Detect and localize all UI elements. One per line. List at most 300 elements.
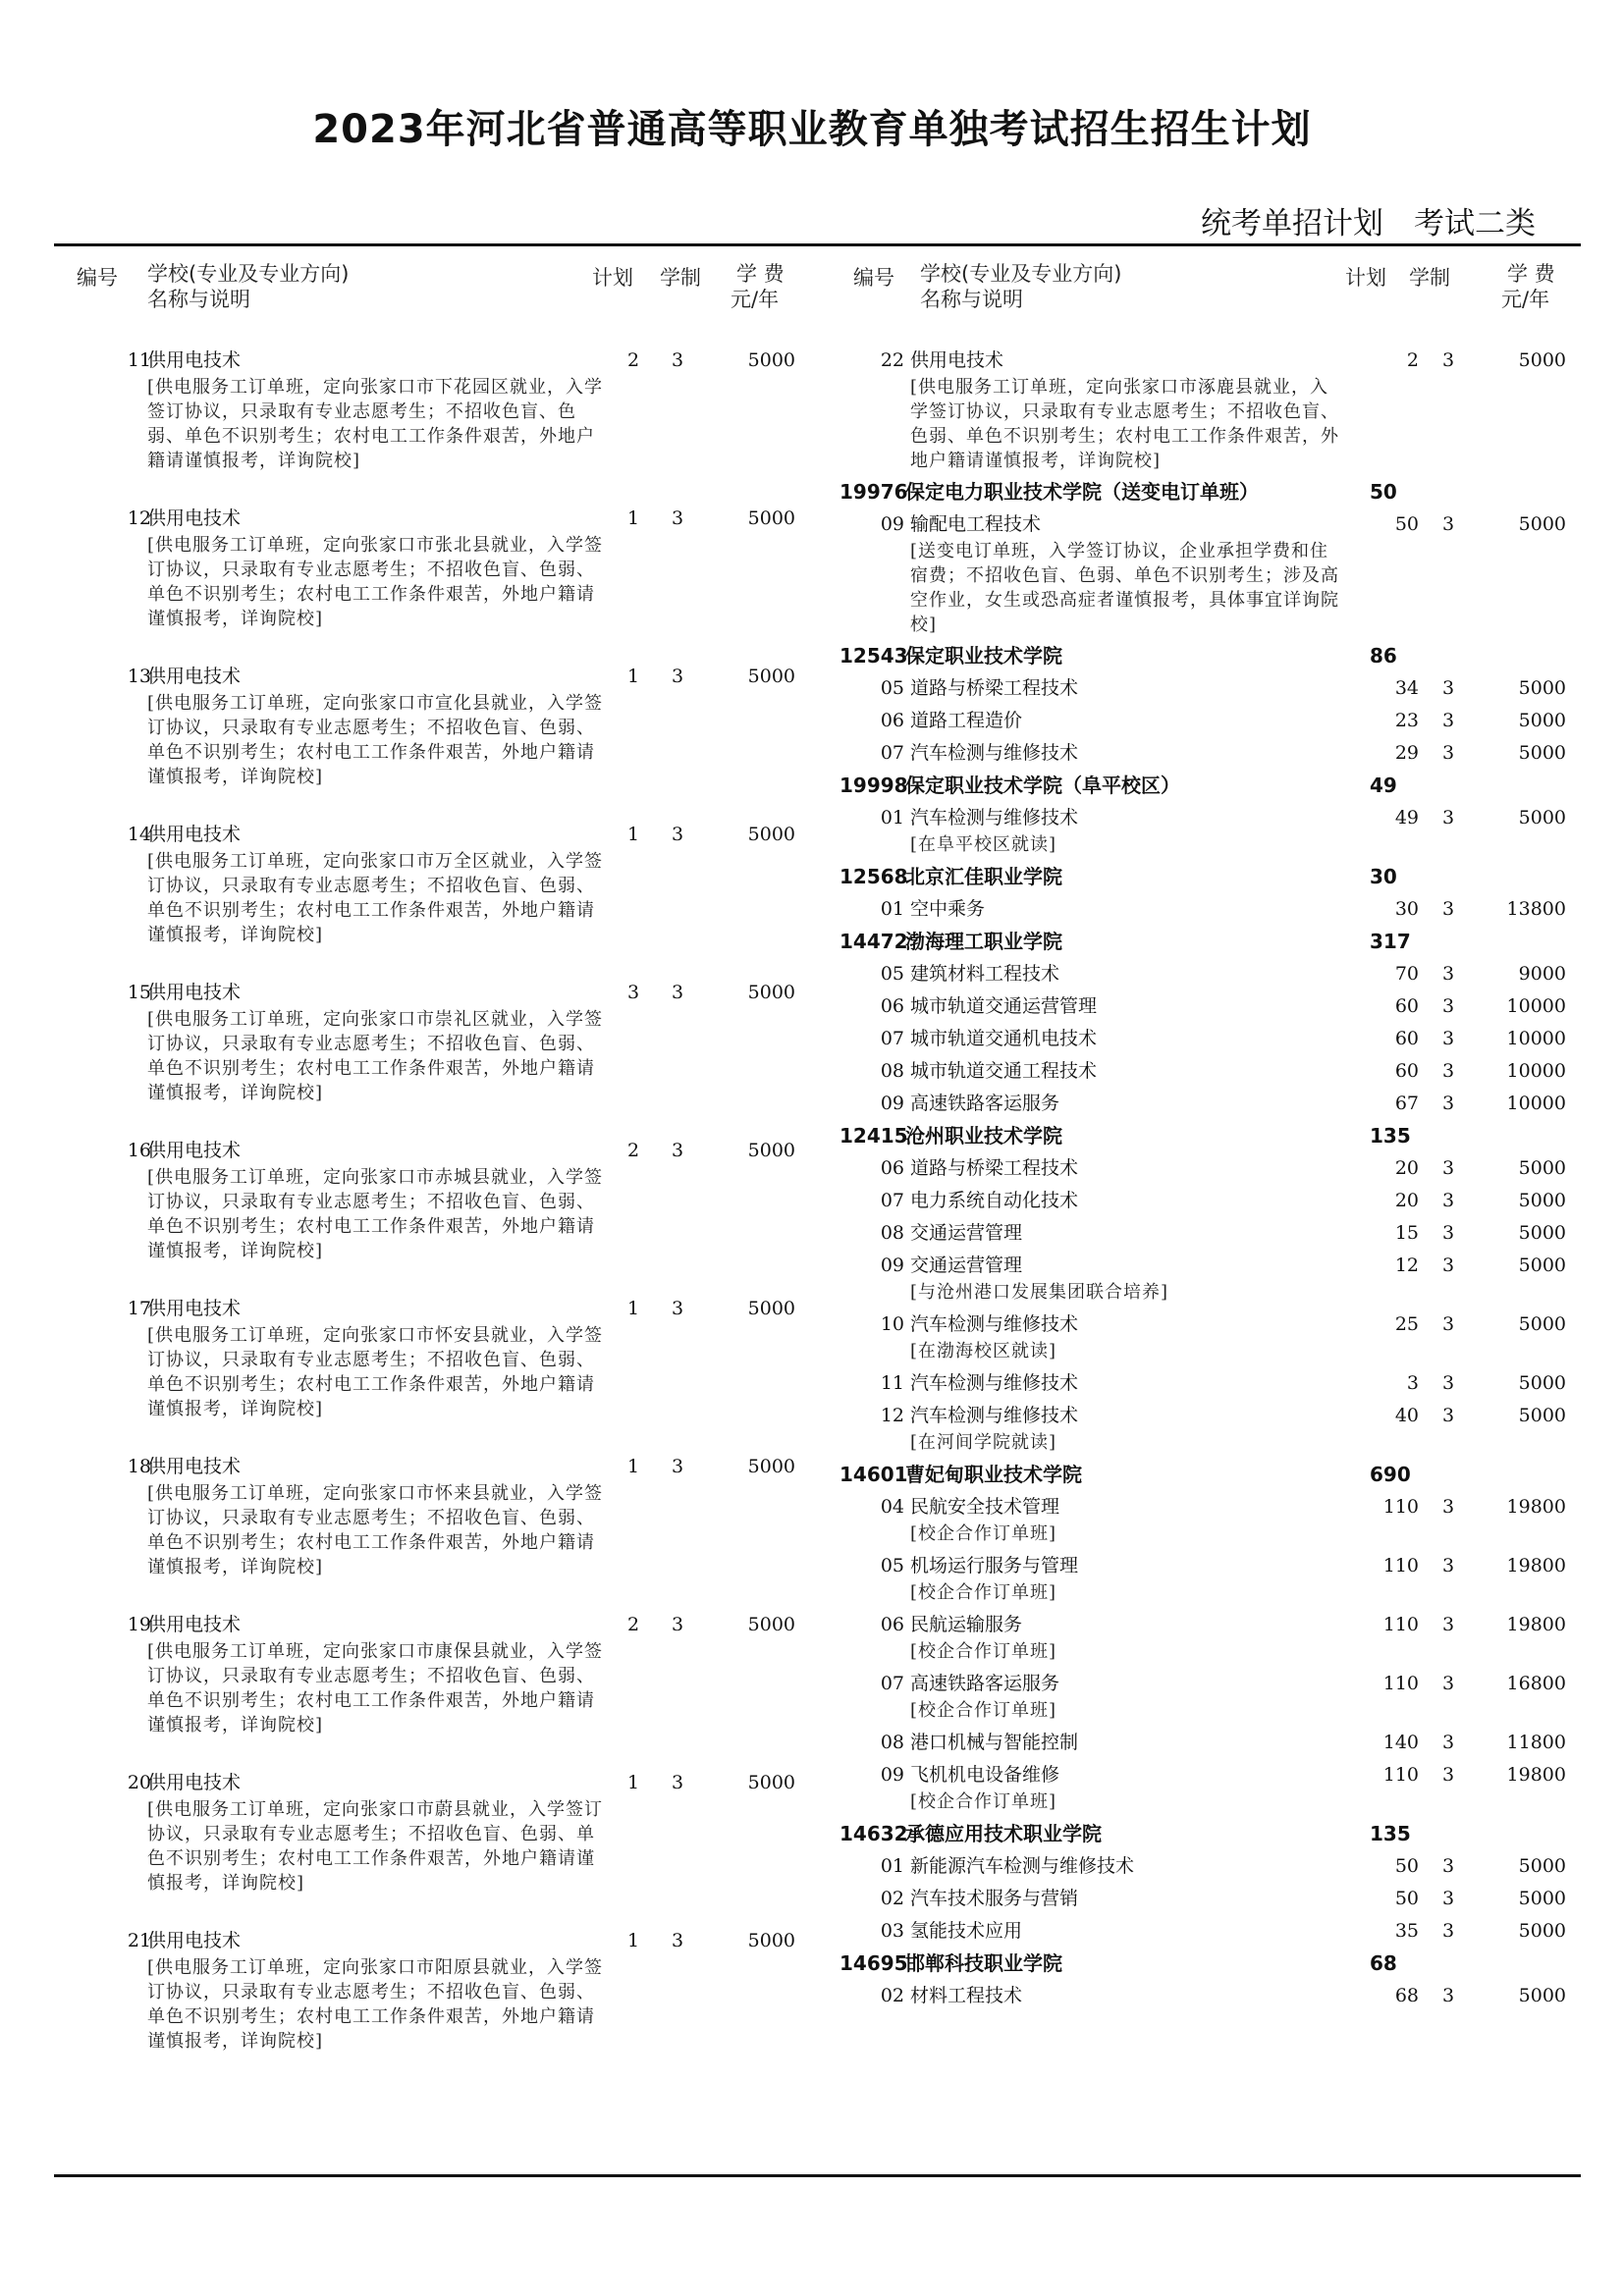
top-rule <box>54 243 1581 246</box>
school-row <box>839 771 1566 803</box>
study-years: 3 <box>1441 710 1455 731</box>
major-name: 城市轨道交通工程技术 <box>910 1060 1098 1082</box>
major-code: 01 <box>880 807 904 828</box>
major-code: 04 <box>880 1496 904 1518</box>
study-years: 3 <box>1441 1372 1455 1394</box>
study-years: 3 <box>1441 807 1455 828</box>
study-years: 3 <box>671 507 684 529</box>
table-row <box>839 959 1566 991</box>
major-code: 15 <box>127 982 151 1003</box>
plan-count: 34 <box>1394 677 1419 699</box>
major-code: 11 <box>127 349 151 371</box>
major-code: 16 <box>127 1140 151 1161</box>
plan-count: 110 <box>1382 1614 1419 1635</box>
major-code: 09 <box>880 1764 904 1786</box>
plan-count: 49 <box>1394 807 1419 828</box>
major-code: 05 <box>880 963 904 985</box>
major-note: [供电服务工订单班，定向张家口市怀安县就业，入学签订协议，只录取有专业志愿考生；不招收色盲、色弱、单色不识别考生；农村电工工作条件艰苦，外地户籍请谨慎报考，详询院校] <box>147 1325 604 1419</box>
major-note: [校企合作订单班] <box>910 1523 1057 1544</box>
plan-count: 30 <box>1394 898 1419 920</box>
tuition-fee: 5000 <box>747 824 795 845</box>
plan-count: 60 <box>1394 1028 1419 1049</box>
tuition-fee: 5000 <box>1518 742 1566 764</box>
school-row <box>839 477 1566 509</box>
school-plan-total: 86 <box>1370 644 1397 667</box>
bottom-rule <box>54 2174 1581 2177</box>
major-code: 01 <box>880 1855 904 1877</box>
tuition-fee: 19800 <box>1506 1555 1566 1576</box>
major-code: 19 <box>127 1614 151 1635</box>
study-years: 3 <box>1441 1093 1455 1114</box>
table-row <box>69 820 815 978</box>
study-years: 3 <box>671 666 684 687</box>
major-code: 22 <box>880 349 904 371</box>
study-years: 3 <box>1441 1313 1455 1335</box>
tuition-fee: 5000 <box>1518 1888 1566 1909</box>
major-note: [供电服务工订单班，定向张家口市怀来县就业，入学签订协议，只录取有专业志愿考生；不招收色盲、色弱、单色不识别考生；农村电工工作条件艰苦，外地户籍请谨慎报考，详询院校] <box>147 1483 604 1577</box>
tuition-fee: 5000 <box>747 349 795 371</box>
plan-count: 2 <box>1406 349 1419 371</box>
school-code: 14695 <box>839 1951 908 1975</box>
major-note: [供电服务工订单班，定向张家口市康保县就业，入学签订协议，只录取有专业志愿考生；不招收色盲、色弱、单色不识别考生；农村电工工作条件艰苦，外地户籍请谨慎报考，详询院校] <box>147 1641 604 1735</box>
tuition-fee: 5000 <box>1518 1405 1566 1426</box>
study-years: 3 <box>671 1140 684 1161</box>
header-code: 编号 <box>77 266 118 290</box>
study-years: 3 <box>1441 995 1455 1017</box>
school-name: 保定职业技术学院（阜平校区） <box>905 774 1180 797</box>
major-name: 供用电技术 <box>147 1298 242 1319</box>
tuition-fee: 5000 <box>747 1140 795 1161</box>
major-name: 供用电技术 <box>147 349 242 371</box>
plan-count: 67 <box>1394 1093 1419 1114</box>
major-name: 供用电技术 <box>147 507 242 529</box>
table-row <box>839 1024 1566 1056</box>
study-years: 3 <box>1441 1732 1455 1753</box>
header-school-line2: 名称与说明 <box>920 288 1023 311</box>
table-row <box>839 1760 1566 1819</box>
table-row <box>69 1610 815 1768</box>
school-plan-total: 50 <box>1370 480 1397 504</box>
table-row <box>69 978 815 1136</box>
table-row <box>839 894 1566 927</box>
table-row <box>839 1251 1566 1309</box>
table-row <box>839 509 1566 641</box>
tuition-fee: 5000 <box>1518 1157 1566 1179</box>
school-plan-total: 690 <box>1370 1463 1411 1486</box>
major-code: 06 <box>880 1614 904 1635</box>
major-note: [在阜平校区就读] <box>910 834 1057 855</box>
major-name: 空中乘务 <box>910 898 986 920</box>
study-years: 3 <box>671 982 684 1003</box>
header-fee-line1: 学 费 <box>1507 262 1555 286</box>
study-years: 3 <box>671 349 684 371</box>
major-name: 建筑材料工程技术 <box>910 963 1060 985</box>
major-code: 08 <box>880 1732 904 1753</box>
school-name: 承德应用技术职业学院 <box>905 1822 1102 1845</box>
major-code: 10 <box>880 1313 904 1335</box>
major-name: 供用电技术 <box>147 1930 242 1951</box>
major-name: 汽车检测与维修技术 <box>910 742 1079 764</box>
header-fee-line2: 元/年 <box>1501 288 1550 311</box>
major-name: 氢能技术应用 <box>910 1920 1023 1942</box>
tuition-fee: 9000 <box>1518 963 1566 985</box>
page-title: 2023年河北省普通高等职业教育单独考试招生招生计划 <box>312 107 1312 152</box>
table-row <box>839 1981 1566 2013</box>
major-name: 城市轨道交通机电技术 <box>910 1028 1098 1049</box>
plan-count: 2 <box>626 1614 640 1635</box>
plan-count: 140 <box>1382 1732 1419 1753</box>
study-years: 3 <box>1441 1555 1455 1576</box>
school-name: 保定电力职业技术学院（送变电订单班） <box>905 480 1259 504</box>
study-years: 3 <box>1441 1060 1455 1082</box>
major-code: 07 <box>880 1028 904 1049</box>
study-years: 3 <box>1441 742 1455 764</box>
left-column-header <box>69 257 815 346</box>
school-code: 12568 <box>839 865 908 888</box>
school-code: 12415 <box>839 1124 908 1148</box>
school-code: 14632 <box>839 1822 908 1845</box>
study-years: 3 <box>671 1930 684 1951</box>
school-plan-total: 135 <box>1370 1822 1411 1845</box>
tuition-fee: 5000 <box>747 1614 795 1635</box>
plan-count: 12 <box>1394 1255 1419 1276</box>
plan-count: 2 <box>626 1140 640 1161</box>
study-years: 3 <box>1441 1855 1455 1877</box>
plan-count: 1 <box>626 1298 640 1319</box>
plan-count: 60 <box>1394 1060 1419 1082</box>
table-row <box>839 673 1566 706</box>
major-name: 新能源汽车检测与维修技术 <box>910 1855 1135 1877</box>
plan-count: 1 <box>626 507 640 529</box>
major-code: 13 <box>127 666 151 687</box>
major-note: [校企合作订单班] <box>910 1700 1057 1721</box>
plan-count: 2 <box>626 349 640 371</box>
study-years: 3 <box>671 1614 684 1635</box>
header-plan: 计划 <box>1345 266 1386 290</box>
tuition-fee: 10000 <box>1506 995 1566 1017</box>
school-name: 邯郸科技职业学院 <box>905 1951 1062 1975</box>
major-name: 飞机机电设备维修 <box>910 1764 1060 1786</box>
left-column <box>69 257 815 2084</box>
major-code: 12 <box>880 1405 904 1426</box>
study-years: 3 <box>1441 677 1455 699</box>
major-note: [送变电订单班，入学签订协议，企业承担学费和住宿费；不招收色盲、色弱、单色不识别考生；涉及高空作业，女生或恐高症者谨慎报考，具体事宜详询院校] <box>910 541 1339 635</box>
right-column <box>839 257 1566 2013</box>
major-note: [供电服务工订单班，定向张家口市宣化县就业，入学签订协议，只录取有专业志愿考生；不招收色盲、色弱、单色不识别考生；农村电工工作条件艰苦，外地户籍请谨慎报考，详询院校] <box>147 693 604 787</box>
table-row <box>839 1089 1566 1121</box>
major-note: [供电服务工订单班，定向张家口市涿鹿县就业，入学签订协议，只录取有专业志愿考生；不招收色盲、色弱、单色不识别考生；农村电工工作条件艰苦，外地户籍请谨慎报考，详询院校] <box>910 377 1339 471</box>
table-row <box>839 1551 1566 1610</box>
table-row <box>839 1610 1566 1669</box>
study-years: 3 <box>1441 963 1455 985</box>
school-name: 曹妃甸职业技术学院 <box>905 1463 1082 1486</box>
plan-count: 25 <box>1394 1313 1419 1335</box>
major-code: 17 <box>127 1298 151 1319</box>
table-row <box>839 1401 1566 1460</box>
major-note: [供电服务工订单班，定向张家口市张北县就业，入学签订协议，只录取有专业志愿考生；不招收色盲、色弱、单色不识别考生；农村电工工作条件艰苦，外地户籍请谨慎报考，详询院校] <box>147 535 604 629</box>
table-row <box>839 346 1566 477</box>
major-code: 03 <box>880 1920 904 1942</box>
school-name: 沧州职业技术学院 <box>905 1124 1062 1148</box>
tuition-fee: 5000 <box>1518 1920 1566 1942</box>
study-years: 3 <box>1441 513 1455 535</box>
school-row <box>839 641 1566 673</box>
tuition-fee: 5000 <box>1518 1313 1566 1335</box>
major-code: 08 <box>880 1222 904 1244</box>
study-years: 3 <box>1441 1764 1455 1786</box>
table-row <box>839 1669 1566 1728</box>
major-code: 09 <box>880 1255 904 1276</box>
table-row <box>839 706 1566 738</box>
major-name: 供用电技术 <box>147 1456 242 1477</box>
major-name: 交通运营管理 <box>910 1222 1023 1244</box>
plan-count: 70 <box>1394 963 1419 985</box>
tuition-fee: 5000 <box>747 666 795 687</box>
major-name: 材料工程技术 <box>910 1985 1023 2006</box>
major-code: 05 <box>880 1555 904 1576</box>
header-years: 学制 <box>660 266 701 290</box>
major-code: 21 <box>127 1930 151 1951</box>
study-years: 3 <box>1441 1255 1455 1276</box>
school-code: 14472 <box>839 930 908 953</box>
major-code: 09 <box>880 513 904 535</box>
plan-count: 35 <box>1394 1920 1419 1942</box>
school-row <box>839 1819 1566 1851</box>
tuition-fee: 5000 <box>747 1772 795 1793</box>
tuition-fee: 13800 <box>1506 898 1566 920</box>
major-name: 港口机械与智能控制 <box>910 1732 1079 1753</box>
table-row <box>69 1294 815 1452</box>
study-years: 3 <box>1441 1028 1455 1049</box>
table-row <box>839 1153 1566 1186</box>
major-name: 输配电工程技术 <box>910 513 1042 535</box>
major-name: 交通运营管理 <box>910 1255 1023 1276</box>
major-code: 07 <box>880 742 904 764</box>
major-name: 汽车检测与维修技术 <box>910 1405 1079 1426</box>
tuition-fee: 5000 <box>1518 1372 1566 1394</box>
school-row <box>839 1460 1566 1492</box>
plan-count: 110 <box>1382 1496 1419 1518</box>
header-fee-line1: 学 费 <box>736 262 785 286</box>
tuition-fee: 5000 <box>1518 1985 1566 2006</box>
study-years: 3 <box>1441 1614 1455 1635</box>
plan-count: 40 <box>1394 1405 1419 1426</box>
major-note: [校企合作订单班] <box>910 1641 1057 1662</box>
plan-count: 110 <box>1382 1555 1419 1576</box>
study-years: 3 <box>1441 1496 1455 1518</box>
tuition-fee: 5000 <box>1518 1190 1566 1211</box>
plan-count: 1 <box>626 1772 640 1793</box>
tuition-fee: 5000 <box>1518 807 1566 828</box>
plan-count: 23 <box>1394 710 1419 731</box>
major-code: 08 <box>880 1060 904 1082</box>
tuition-fee: 10000 <box>1506 1060 1566 1082</box>
major-code: 18 <box>127 1456 151 1477</box>
major-name: 汽车检测与维修技术 <box>910 1313 1079 1335</box>
tuition-fee: 5000 <box>747 982 795 1003</box>
major-name: 高速铁路客运服务 <box>910 1093 1060 1114</box>
major-name: 高速铁路客运服务 <box>910 1673 1060 1694</box>
table-row <box>839 1309 1566 1368</box>
header-code: 编号 <box>853 266 894 290</box>
tuition-fee: 5000 <box>1518 677 1566 699</box>
school-plan-total: 68 <box>1370 1951 1397 1975</box>
tuition-fee: 10000 <box>1506 1093 1566 1114</box>
major-name: 汽车检测与维修技术 <box>910 807 1079 828</box>
school-code: 12543 <box>839 644 908 667</box>
table-row <box>839 1056 1566 1089</box>
major-note: [在河间学院就读] <box>910 1432 1057 1453</box>
plan-count: 3 <box>1406 1372 1419 1394</box>
header-fee-line2: 元/年 <box>731 288 780 311</box>
right-column-header <box>839 257 1566 346</box>
header-plan: 计划 <box>592 266 633 290</box>
school-row <box>839 862 1566 894</box>
plan-count: 1 <box>626 824 640 845</box>
school-code: 19998 <box>839 774 908 797</box>
tuition-fee: 5000 <box>1518 349 1566 371</box>
table-row <box>839 738 1566 771</box>
school-row <box>839 1121 1566 1153</box>
study-years: 3 <box>671 824 684 845</box>
header-school-line1: 学校(专业及专业方向) <box>147 262 350 286</box>
study-years: 3 <box>671 1298 684 1319</box>
major-code: 12 <box>127 507 151 529</box>
table-row <box>839 1851 1566 1884</box>
major-note: [供电服务工订单班，定向张家口市阳原县就业，入学签订协议，只录取有专业志愿考生；不招收色盲、色弱、单色不识别考生；农村电工工作条件艰苦，外地户籍请谨慎报考，详询院校] <box>147 1957 604 2052</box>
school-plan-total: 30 <box>1370 865 1397 888</box>
major-code: 11 <box>880 1372 904 1394</box>
major-note: [供电服务工订单班，定向张家口市下花园区就业，入学签订协议，只录取有专业志愿考生；不招收色盲、色弱、单色不识别考生；农村电工工作条件艰苦，外地户籍请谨慎报考，详询院校] <box>147 377 604 471</box>
major-note: [供电服务工订单班，定向张家口市赤城县就业，入学签订协议，只录取有专业志愿考生；不招收色盲、色弱、单色不识别考生；农村电工工作条件艰苦，外地户籍请谨慎报考，详询院校] <box>147 1167 604 1261</box>
tuition-fee: 16800 <box>1506 1673 1566 1694</box>
tuition-fee: 11800 <box>1506 1732 1566 1753</box>
school-name: 渤海理工职业学院 <box>905 930 1062 953</box>
plan-count: 110 <box>1382 1673 1419 1694</box>
tuition-fee: 5000 <box>1518 513 1566 535</box>
major-code: 02 <box>880 1985 904 2006</box>
tuition-fee: 5000 <box>1518 1855 1566 1877</box>
plan-count: 50 <box>1394 1888 1419 1909</box>
plan-count: 50 <box>1394 513 1419 535</box>
major-name: 汽车技术服务与营销 <box>910 1888 1079 1909</box>
plan-count: 1 <box>626 1930 640 1951</box>
study-years: 3 <box>671 1772 684 1793</box>
right-rows <box>839 346 1566 2013</box>
tuition-fee: 5000 <box>1518 1255 1566 1276</box>
tuition-fee: 10000 <box>1506 1028 1566 1049</box>
tuition-fee: 5000 <box>747 507 795 529</box>
plan-count: 3 <box>626 982 640 1003</box>
school-row <box>839 1949 1566 1981</box>
major-name: 汽车检测与维修技术 <box>910 1372 1079 1394</box>
table-row <box>69 1452 815 1610</box>
tuition-fee: 19800 <box>1506 1614 1566 1635</box>
table-row <box>839 1218 1566 1251</box>
tuition-fee: 19800 <box>1506 1496 1566 1518</box>
major-name: 供用电技术 <box>147 666 242 687</box>
table-row <box>69 504 815 662</box>
major-name: 道路与桥梁工程技术 <box>910 1157 1079 1179</box>
major-code: 02 <box>880 1888 904 1909</box>
major-code: 07 <box>880 1673 904 1694</box>
major-code: 01 <box>880 898 904 920</box>
school-name: 保定职业技术学院 <box>905 644 1062 667</box>
major-code: 07 <box>880 1190 904 1211</box>
major-name: 供用电技术 <box>147 1140 242 1161</box>
major-code: 06 <box>880 710 904 731</box>
major-note: [在渤海校区就读] <box>910 1341 1057 1362</box>
major-name: 城市轨道交通运营管理 <box>910 995 1098 1017</box>
major-name: 民航安全技术管理 <box>910 1496 1060 1518</box>
study-years: 3 <box>1441 898 1455 920</box>
table-row <box>839 1368 1566 1401</box>
school-row <box>839 927 1566 959</box>
major-note: [供电服务工订单班，定向张家口市蔚县就业，入学签订协议，只录取有专业志愿考生；不招收色盲、色弱、单色不识别考生；农村电工工作条件艰苦，外地户籍请谨慎报考，详询院校] <box>147 1799 604 1894</box>
table-row <box>839 1728 1566 1760</box>
plan-count: 20 <box>1394 1157 1419 1179</box>
school-code: 14601 <box>839 1463 908 1486</box>
plan-count: 20 <box>1394 1190 1419 1211</box>
tuition-fee: 5000 <box>747 1298 795 1319</box>
study-years: 3 <box>1441 1190 1455 1211</box>
school-plan-total: 135 <box>1370 1124 1411 1148</box>
header-school-line2: 名称与说明 <box>147 288 250 311</box>
table-row <box>69 662 815 820</box>
study-years: 3 <box>1441 1888 1455 1909</box>
study-years: 3 <box>1441 1985 1455 2006</box>
major-name: 民航运输服务 <box>910 1614 1023 1635</box>
tuition-fee: 5000 <box>747 1930 795 1951</box>
school-plan-total: 317 <box>1370 930 1411 953</box>
plan-count: 50 <box>1394 1855 1419 1877</box>
major-name: 道路工程造价 <box>910 710 1023 731</box>
study-years: 3 <box>1441 1920 1455 1942</box>
major-code: 09 <box>880 1093 904 1114</box>
major-code: 05 <box>880 677 904 699</box>
major-name: 供用电技术 <box>147 1772 242 1793</box>
school-plan-total: 49 <box>1370 774 1397 797</box>
table-row <box>839 991 1566 1024</box>
major-note: [与沧州港口发展集团联合培养] <box>910 1282 1169 1303</box>
plan-count: 68 <box>1394 1985 1419 2006</box>
major-note: [供电服务工订单班，定向张家口市万全区就业，入学签订协议，只录取有专业志愿考生；不招收色盲、色弱、单色不识别考生；农村电工工作条件艰苦，外地户籍请谨慎报考，详询院校] <box>147 851 604 945</box>
table-row <box>839 1492 1566 1551</box>
table-row <box>69 1926 815 2084</box>
major-name: 电力系统自动化技术 <box>910 1190 1079 1211</box>
plan-count: 1 <box>626 666 640 687</box>
school-code: 19976 <box>839 480 908 504</box>
left-rows <box>69 346 815 2084</box>
table-row <box>839 803 1566 862</box>
header-years: 学制 <box>1409 266 1450 290</box>
plan-count: 110 <box>1382 1764 1419 1786</box>
major-name: 供用电技术 <box>147 824 242 845</box>
study-years: 3 <box>1441 1405 1455 1426</box>
study-years: 3 <box>1441 1157 1455 1179</box>
major-name: 供用电技术 <box>147 982 242 1003</box>
table-row <box>69 1136 815 1294</box>
tuition-fee: 5000 <box>747 1456 795 1477</box>
header-school-line1: 学校(专业及专业方向) <box>920 262 1122 286</box>
study-years: 3 <box>671 1456 684 1477</box>
plan-count: 1 <box>626 1456 640 1477</box>
table-row <box>69 1768 815 1926</box>
major-code: 14 <box>127 824 151 845</box>
major-code: 06 <box>880 995 904 1017</box>
major-note: [校企合作订单班] <box>910 1791 1057 1812</box>
major-name: 道路与桥梁工程技术 <box>910 677 1079 699</box>
